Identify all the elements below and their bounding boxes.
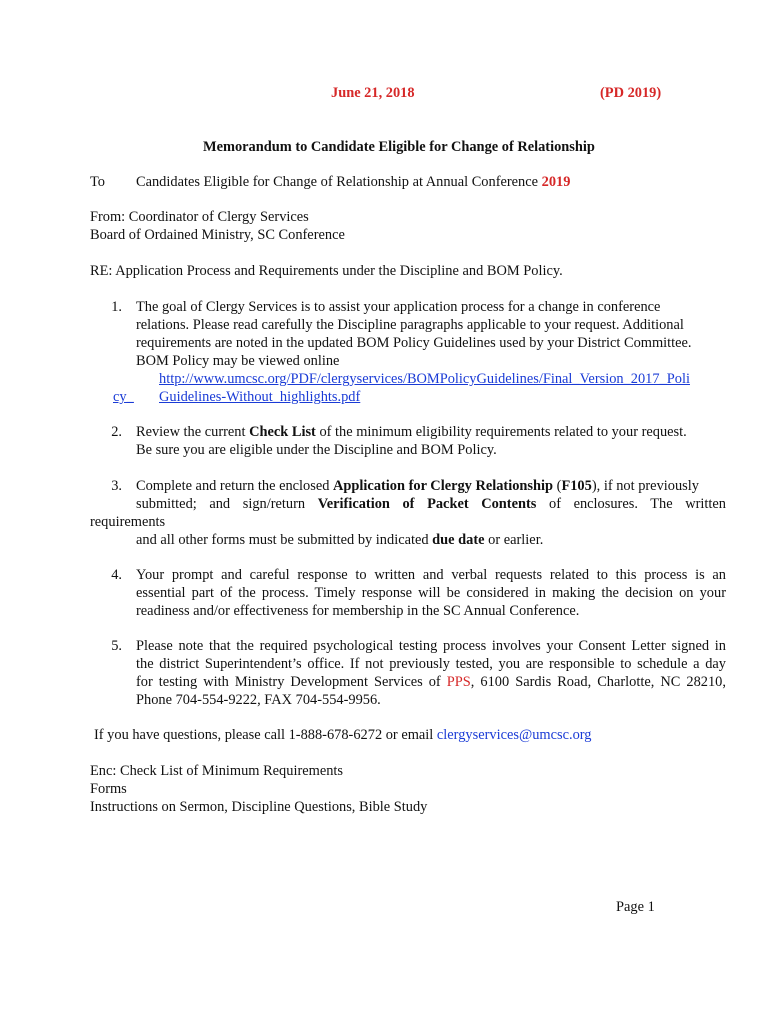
to-text: Candidates Eligible for Change of Relationship at Annual Conference	[136, 174, 539, 190]
item-2-post: of the minimum eligibility requirements related to your request.	[319, 424, 687, 440]
memo-date: June 21, 2018	[331, 85, 415, 101]
memo-title: Memorandum to Candidate Eligible for Change of Relationship	[203, 139, 595, 155]
item-3-pre: Complete and return the enclosed	[136, 478, 330, 494]
item-3-l2-post: of enclosures. The written	[549, 496, 726, 512]
due-date-term: due date	[432, 532, 485, 548]
item-5-l3-pre: for testing with Ministry Development Services of	[136, 674, 441, 690]
item-3-l4-pre: and all other forms must be submitted by indicated	[136, 532, 429, 548]
item-1-line-1: The goal of Clergy Services is to assist your application process for a change in conference	[136, 299, 661, 315]
item-1-line-4: BOM Policy may be viewed online	[136, 353, 340, 369]
item-4-text	[136, 566, 726, 620]
item-1-line-2: relations. Please read carefully the Discipline paragraphs applicable to your request. Additional	[136, 317, 684, 333]
form-code: F105	[561, 478, 592, 494]
item-5-line-1: Please note that the required psychological testing process involves your Consent Letter signed in	[136, 638, 726, 654]
application-form-term: Application for Clergy Relationship	[333, 478, 554, 494]
item-5-line-3	[136, 673, 726, 691]
check-list-term: Check List	[249, 424, 316, 440]
bom-policy-link-end[interactable]: Guidelines-Without_highlights.pdf	[159, 389, 361, 405]
item-4-line-3: readiness and/or effectiveness for membership in the SC Annual Conference.	[136, 603, 580, 619]
item-2-line-1	[136, 423, 687, 441]
enc-line-1: Enc: Check List of Minimum Requirements	[90, 763, 343, 779]
item-3-line-3: requirements	[90, 514, 166, 530]
item-1-text	[136, 298, 726, 370]
to-label: To	[90, 174, 105, 190]
from-line-1: From: Coordinator of Clergy Services	[90, 209, 309, 225]
email-link[interactable]: clergyservices@umcsc.org	[436, 727, 592, 743]
item-3-line-4	[136, 531, 543, 549]
questions-text: If you have questions, please call 1-888-678-6272 or email	[94, 727, 434, 743]
item-5-l3-post: , 6100 Sardis Road, Charlotte, NC 28210,	[470, 674, 726, 690]
item-5-line-4: Phone 704-554-9222, FAX 704-554-9956.	[136, 692, 381, 708]
re-line: RE: Application Process and Requirements under the Discipline and BOM Policy.	[90, 263, 563, 279]
enc-line-3: Instructions on Sermon, Discipline Questions, Bible Study	[90, 799, 428, 815]
item-5-line-2: the district Superintendent’s office. If not previously tested, you are responsible to schedule a day	[136, 656, 726, 672]
item-3-l2-pre: submitted; and sign/return	[136, 496, 306, 512]
item-5-text	[136, 637, 726, 709]
item-2-number: 2.	[111, 424, 122, 440]
item-5-number: 5.	[111, 638, 122, 654]
item-2-line-2: Be sure you are eligible under the Discipline and BOM Policy.	[136, 442, 497, 458]
item-4-line-2: essential part of the process. Timely response will be considered in making the decision on your	[136, 585, 726, 601]
bom-policy-link[interactable]: http://www.umcsc.org/PDF/clergyservices/BOMPolicyGuidelines/Final_Version_2017_Poli	[159, 371, 690, 387]
page-number: Page 1	[616, 899, 655, 915]
item-2-pre: Review the current	[136, 424, 246, 440]
verification-term: Verification of Packet Contents	[317, 496, 537, 512]
item-4-line-1: Your prompt and careful response to written and verbal requests related to this process is an	[136, 567, 726, 583]
item-3-paren: (	[556, 478, 562, 494]
item-1-line-3: requirements are noted in the updated BOM Policy Guidelines used by your District Committee.	[136, 335, 692, 351]
item-3-line-1	[136, 477, 699, 495]
item-1-number: 1.	[111, 299, 122, 315]
questions-line	[94, 726, 592, 744]
item-3-l4-post: or earlier.	[488, 532, 544, 548]
from-line-2: Board of Ordained Ministry, SC Conference	[90, 227, 345, 243]
to-year: 2019	[541, 174, 571, 190]
pps-name: PPS	[446, 674, 471, 690]
item-3-line-2	[136, 495, 726, 513]
to-line	[136, 173, 570, 191]
item-3-post: ), if not previously	[591, 478, 699, 494]
item-4-number: 4.	[111, 567, 122, 583]
item-3-number: 3.	[111, 478, 122, 494]
enc-line-2: Forms	[90, 781, 127, 797]
bom-policy-link-cy[interactable]: cy_	[113, 389, 134, 405]
pd-year: (PD 2019)	[600, 85, 662, 101]
